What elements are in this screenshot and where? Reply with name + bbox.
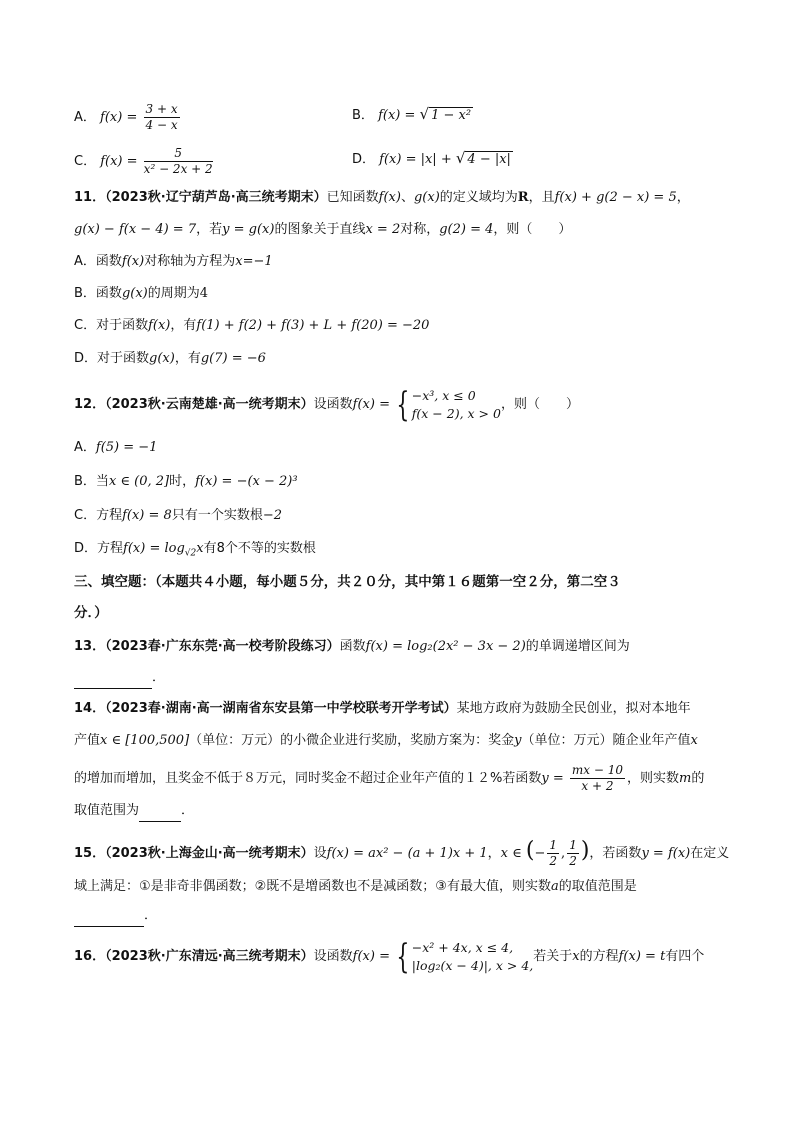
q11-stem-line1: 11．（2023秋·辽宁葫芦岛·高三统考期末）已知函数f(x)、g(x)的定义域均为R，且f(x) + g(2 − x) = 5，: [74, 190, 690, 205]
sqrt-sign: √: [455, 149, 466, 167]
question-source: （2023秋·辽宁葫芦岛·高三统考期末）: [105, 190, 327, 205]
option-label: B．: [352, 108, 374, 123]
q10-option-a[interactable]: A． f(x) = $\frac{3 + x}{4 - x}$: [74, 102, 178, 132]
question-number: 14．: [74, 701, 106, 716]
answer-blank[interactable]: [139, 801, 181, 822]
q11-option-d[interactable]: D．对于函数g(x)，有g(7) = −6: [74, 351, 266, 366]
q14-stem-line2: 产值x ∈ [100,500]（单位：万元）的小微企业进行奖励，奖励方案为：奖金y（单位：万元）随企业年产值x: [74, 733, 698, 748]
q14-answer-line: 取值范围为 ．: [74, 801, 194, 822]
question-number: 16．: [74, 949, 106, 964]
q11-option-c[interactable]: C．对于函数f(x)，有f(1) + f(2) + f(3) + L + f(20) = −20: [74, 318, 430, 333]
q12-option-a[interactable]: A．f(5) = −1: [74, 440, 158, 455]
q11-stem-line2: g(x) − f(x − 4) = 7，若y = g(x)的图象关于直线x = 2对称，g(2) = 4，则（ ）: [74, 222, 572, 237]
brace-icon: {: [396, 384, 410, 425]
question-source: （2023春·广东东莞·高一校考阶段练习）: [105, 639, 340, 654]
question-source: （2023秋·上海金山·高一统考期末）: [105, 846, 314, 861]
q13-answer-line: ．: [74, 668, 165, 689]
q16-stem: 16．（2023秋·广东清远·高三统考期末）设函数f(x) = { −x² + 4x, x ≤ 4, |log₂(x − 4)|, x > 4, 若关于x的方程f(x) = t有四个: [74, 936, 705, 977]
fraction: $\frac{3 + x}{4 - x}$: [145, 102, 178, 132]
q12-option-c[interactable]: C．方程f(x) = 8只有一个实数根−2: [74, 508, 282, 523]
answer-blank[interactable]: [74, 906, 144, 927]
q15-stem-line1: 15．（2023秋·上海金山·高一统考期末）设f(x) = ax² − (a + 1)x + 1，x ∈ (− $\frac{1}{2}$ , $\frac{1}{2}$ )，若函数y = f(x)在定义: [74, 838, 730, 868]
q14-stem-line1: 14．（2023春·湖南·高一湖南省东安县第一中学校联考开学考试）某地方政府为鼓励全民创业，拟对本地年: [74, 701, 691, 716]
section-title: 三、填空题：（本题共４小题，每小题５分，共２０分，其中第１６题第一空２分，第二空３: [74, 574, 621, 590]
q11-option-b[interactable]: B．函数g(x)的周期为4: [74, 286, 209, 301]
question-number: 15．: [74, 846, 106, 861]
fraction: $\frac{1}{2}$: [549, 838, 558, 868]
question-number: 13．: [74, 639, 106, 654]
question-source: （2023春·湖南·高一湖南省东安县第一中学校联考开学考试）: [105, 701, 457, 716]
section-title-cont: 分．）: [74, 605, 108, 621]
q12-option-b[interactable]: B．当x ∈ (0, 2]时，f(x) = −(x − 2)³: [74, 474, 298, 489]
question-number: 11．: [74, 190, 106, 205]
option-label: C．: [74, 154, 97, 169]
fraction: $\frac{mx - 10}{x + 2}$: [571, 763, 623, 793]
piecewise-cases: −x³, x ≤ 0 f(x − 2), x > 0: [411, 387, 501, 421]
brace-icon: {: [396, 936, 410, 977]
q15-stem-line2: 域上满足：①是非奇非偶函数；②既不是增函数也不是减函数；③有最大值，则实数a的取值范围是: [74, 879, 637, 894]
sqrt-sign: √: [419, 105, 430, 123]
q11-option-a[interactable]: A．函数f(x)对称轴为方程为x=−1: [74, 254, 273, 269]
answer-blank[interactable]: [74, 668, 152, 689]
q10-option-b[interactable]: B． f(x) = √ 1 − x²: [352, 105, 472, 123]
q10-option-c[interactable]: C． f(x) = $\frac{5}{\text{x² − 2x + 2}}$: [74, 146, 213, 176]
option-label: D．: [352, 152, 376, 167]
q10-option-d[interactable]: D． f(x) = |x| + √ 4 − |x|: [352, 149, 511, 167]
fraction: $\frac{5}{\text{x² − 2x + 2}}$: [143, 146, 213, 176]
q15-answer-line: ．: [74, 906, 157, 927]
piecewise-cases: −x² + 4x, x ≤ 4, |log₂(x − 4)|, x > 4,: [411, 939, 534, 973]
question-source: （2023秋·云南楚雄·高一统考期末）: [105, 397, 314, 412]
q12-stem: 12．（2023秋·云南楚雄·高一统考期末）设函数f(x) = { −x³, x ≤ 0 f(x − 2), x > 0 ，则（ ）: [74, 384, 579, 425]
question-source: （2023秋·广东清远·高三统考期末）: [105, 949, 314, 964]
fraction: $\frac{1}{2}$: [569, 838, 577, 868]
q12-option-d[interactable]: D．方程$f(x) = \log_{√2}x$有8个不等的实数根: [74, 541, 316, 559]
question-number: 12．: [74, 397, 106, 412]
q14-stem-line3: 的增加而增加，且奖金不低于８万元，同时奖金不超过企业年产值的１２%若函数y = $\frac{mx - 10}{x + 2}$ ，则实数m的: [74, 763, 705, 793]
option-label: A．: [74, 110, 96, 125]
q13-stem: 13．（2023春·广东东莞·高一校考阶段练习）函数f(x) = log₂(2x² − 3x − 2)的单调递增区间为: [74, 639, 630, 654]
